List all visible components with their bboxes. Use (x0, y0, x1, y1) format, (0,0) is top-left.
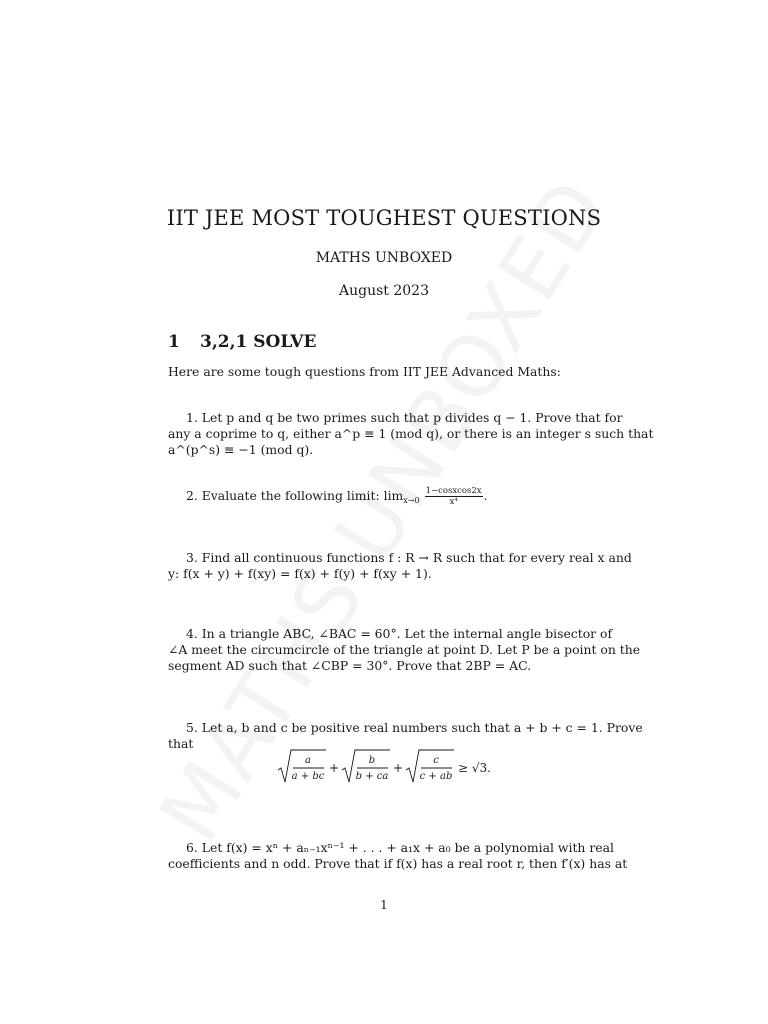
question-5-inequality (278, 748, 518, 788)
section-title: 3,2,1 SOLVE (200, 332, 317, 352)
question-1 (168, 410, 654, 458)
fraction-2-numerator: b (368, 755, 376, 766)
intro-paragraph: Here are some tough questions from IIT JEE Advanced Maths: (168, 364, 561, 379)
limit-fraction (425, 486, 483, 507)
limit-subscript: x→0 (403, 496, 420, 505)
question-6-line-2: coefficients and n odd. Prove that if f(x) has a real root r, then f′(x) has at (168, 856, 628, 871)
question-5-line-1: 5. Let a, b and c be positive real numbers such that a + b + c = 1. Prove (186, 720, 643, 735)
inequality-rhs: ≥ √3. (458, 761, 491, 775)
question-1-line-1: 1. Let p and q be two primes such that p divides q − 1. Prove that for (186, 410, 623, 425)
section-heading (168, 332, 316, 352)
question-3-line-2: y: f(x + y) + f(xy) = f(x) + f(y) + f(xy + 1). (168, 566, 432, 581)
question-4-line-2: ∠A meet the circumcircle of the triangle at point D. Let P be a point on the (168, 642, 641, 657)
document-author: MATHS UNBOXED (315, 250, 453, 266)
question-5-line-2: that (168, 736, 194, 751)
plus-sign-2: + (393, 761, 404, 775)
page-number: 1 (380, 898, 388, 912)
question-4 (168, 626, 641, 674)
document-date: August 2023 (339, 283, 429, 299)
question-2: 2. Evaluate the following limit: $\lim_{x\to 0}$ $\frac{\text{1−cosxcos2x}}{\text{x⁴}}$ . (186, 486, 488, 507)
fraction-3-numerator: c (433, 755, 439, 766)
document-title: IIT JEE MOST TOUGHEST QUESTIONS (166, 206, 602, 230)
fraction-1-numerator: a (305, 755, 311, 766)
question-2-text: 2. Evaluate the following limit: (186, 488, 380, 503)
question-1-line-2: any a coprime to q, either a^p ≡ 1 (mod q), or there is an integer s such that (168, 426, 654, 441)
section-number: 1 (168, 332, 180, 352)
question-3 (168, 550, 632, 582)
question-4-line-1: 4. In a triangle ABC, ∠BAC = 60°. Let the internal angle bisector of (186, 626, 613, 641)
fraction-3-denominator: c + ab (419, 771, 453, 782)
question-6-line-1: 6. Let f(x) = xⁿ + aₙ₋₁xⁿ⁻¹ + . . . + a₁x + a₀ be a polynomial with real (186, 840, 614, 855)
limit-numerator: 1−cosxcos2x (425, 486, 482, 496)
limit-operator: lim (383, 488, 404, 503)
question-3-line-1: 3. Find all continuous functions f : R → R such that for every real x and (186, 550, 632, 565)
question-1-line-3: a^(p^s) ≡ −1 (mod q). (168, 442, 314, 457)
limit-denominator: x⁴ (449, 497, 458, 507)
fraction-2-denominator: b + ca (355, 771, 389, 782)
fraction-1-denominator: a + bc (291, 771, 325, 782)
plus-sign-1: + (329, 761, 340, 775)
question-6 (168, 840, 628, 872)
question-4-line-3: segment AD such that ∠CBP = 30°. Prove that 2BP = AC. (168, 658, 532, 673)
